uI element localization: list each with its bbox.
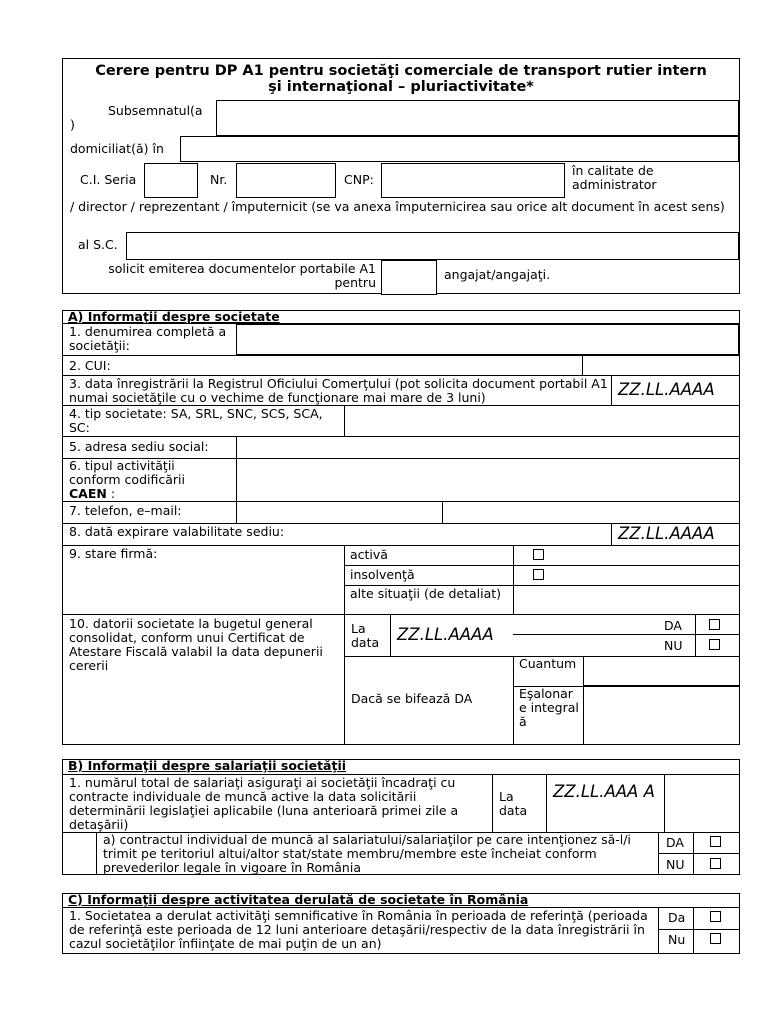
a10-nu-label: NU: [664, 638, 683, 653]
angajat-label: angajat/angajaţi.: [444, 267, 551, 282]
a9-option-insolventa: insolvenţă: [350, 567, 415, 582]
domiciliat-label: domiciliat(ă) în: [70, 141, 164, 156]
b-a-da-checkbox[interactable]: [710, 836, 721, 847]
a2-label: 2. CUI:: [69, 358, 111, 373]
al-sc-label: al S.C.: [78, 237, 118, 252]
a9-insolventa-checkbox[interactable]: [533, 569, 544, 580]
cnp-field[interactable]: [381, 163, 565, 198]
b-a-da-label: DA: [666, 835, 684, 850]
a10-daca-label: Dacă se bifează DA: [351, 691, 473, 706]
cnp-label: CNP:: [344, 172, 374, 187]
a4-label: 4. tip societate: SA, SRL, SNC, SCS, SCA, SC:: [69, 406, 323, 435]
nr-field[interactable]: [236, 163, 336, 198]
a10-nu-checkbox[interactable]: [709, 639, 720, 650]
a10-cuantum-field[interactable]: [583, 656, 740, 686]
a10-la-data-label: La data: [351, 621, 380, 650]
solicit-text: solicit emiterea documentelor portabile A1 pentru: [108, 261, 376, 290]
a10-da-label: DA: [664, 618, 682, 633]
a8-date-field[interactable]: ZZ.LL.AAAA: [618, 524, 715, 543]
b1-label: 1. numărul total de salariaţi asiguraţi ai societăţii încadraţi cu contracte individuale de muncă active la data solicitării determinării legislaţiei aplicabile (luna anterioară primei zile a detaşării): [69, 775, 459, 832]
ci-seria-field[interactable]: [144, 163, 198, 198]
section-b-header: B) Informaţii despre salariaţii societăţii: [68, 758, 347, 773]
a6-label: 6. tipul activităţii conform codificării CAEN :: [69, 458, 185, 501]
c1-da-checkbox[interactable]: [710, 911, 721, 922]
c1-nu-checkbox[interactable]: [710, 933, 721, 944]
a10-label: 10. datorii societate la bugetul general consolidat, conform unui Certificat de Atestare Fiscală valabil la data depunerii cererii: [69, 616, 323, 673]
a10-esalonare-field[interactable]: [583, 686, 740, 745]
c1-nu-label: Nu: [668, 932, 686, 947]
subsemnatul-label-end: ): [70, 117, 75, 132]
employees-count-field[interactable]: [381, 260, 437, 295]
a8-label: 8. dată expirare valabilitate sediu:: [69, 524, 285, 539]
a1-field[interactable]: [236, 324, 739, 355]
a1-label: 1. denumirea completă a societăţii:: [69, 324, 227, 353]
a5-label: 5. adresa sediu social:: [69, 439, 209, 454]
b1-date-field[interactable]: ZZ.LL.AAA A: [553, 782, 655, 801]
section-c-header: C) Informaţii despre activitatea derulată de societate în România: [68, 892, 529, 907]
b1-la-data-label: La data: [499, 789, 528, 818]
subsemnatul-field[interactable]: [216, 100, 739, 136]
domiciliat-field[interactable]: [180, 136, 739, 162]
a9-activa-checkbox[interactable]: [533, 549, 544, 560]
subsemnatul-label: Subsemnatul(a: [108, 103, 203, 118]
a10-esalonare-label: Eşalonare integral ă: [519, 686, 579, 729]
a10-cuantum-label: Cuantum: [519, 656, 577, 671]
a3-label: 3. data înregistrării la Registrul Oficiului Comerţului (pot solicita document portabil A1 numai societăţile cu o vechime de funcţionare mai mare de 3 luni): [69, 376, 608, 405]
a10-da-checkbox[interactable]: [709, 619, 720, 630]
nr-label: Nr.: [210, 172, 228, 187]
calitate-label: în calitate de administrator: [572, 163, 657, 192]
c1-da-label: Da: [668, 910, 686, 925]
b-a-nu-label: NU: [666, 857, 685, 872]
ci-seria-label: C.I. Seria: [80, 172, 137, 187]
section-a-header: A) Informaţii despre societate: [68, 309, 280, 324]
b-a-nu-checkbox[interactable]: [710, 858, 721, 869]
a9-option-alte: alte situaţii (de detaliat): [350, 586, 502, 601]
a3-date-field[interactable]: ZZ.LL.AAAA: [618, 380, 715, 399]
b-a-label: a) contractul individual de muncă al salariatului/salariaţilor pe care intenţionez să-l/i trimit pe teritoriul altui/altor stat/state membru/membre este încheiat conform prevederilor legale în vigoare în România: [103, 832, 631, 875]
a9-option-activa: activă: [350, 547, 388, 562]
a10-date-field[interactable]: ZZ.LL.AAAA: [397, 625, 494, 644]
a9-label: 9. stare firmă:: [69, 546, 158, 561]
a7-label: 7. telefon, e–mail:: [69, 503, 182, 518]
al-sc-field[interactable]: [126, 232, 739, 260]
c1-label: 1. Societatea a derulat activităţi semnificative în România în perioada de referinţă (perioada de referinţă este perioada de 12 luni anterioare detaşării/respectiv de la data înregistrării în cazul societăţilor înfiinţate de mai puţin de un an): [69, 908, 648, 951]
page-title: Cerere pentru DP A1 pentru societăţi comerciale de transport rutier intern şi internaţional – pluriactivitate*: [95, 63, 707, 96]
roles-text: / director / reprezentant / împuternicit (se va anexa împuternicirea sau orice alt document în acest sens): [70, 199, 725, 214]
